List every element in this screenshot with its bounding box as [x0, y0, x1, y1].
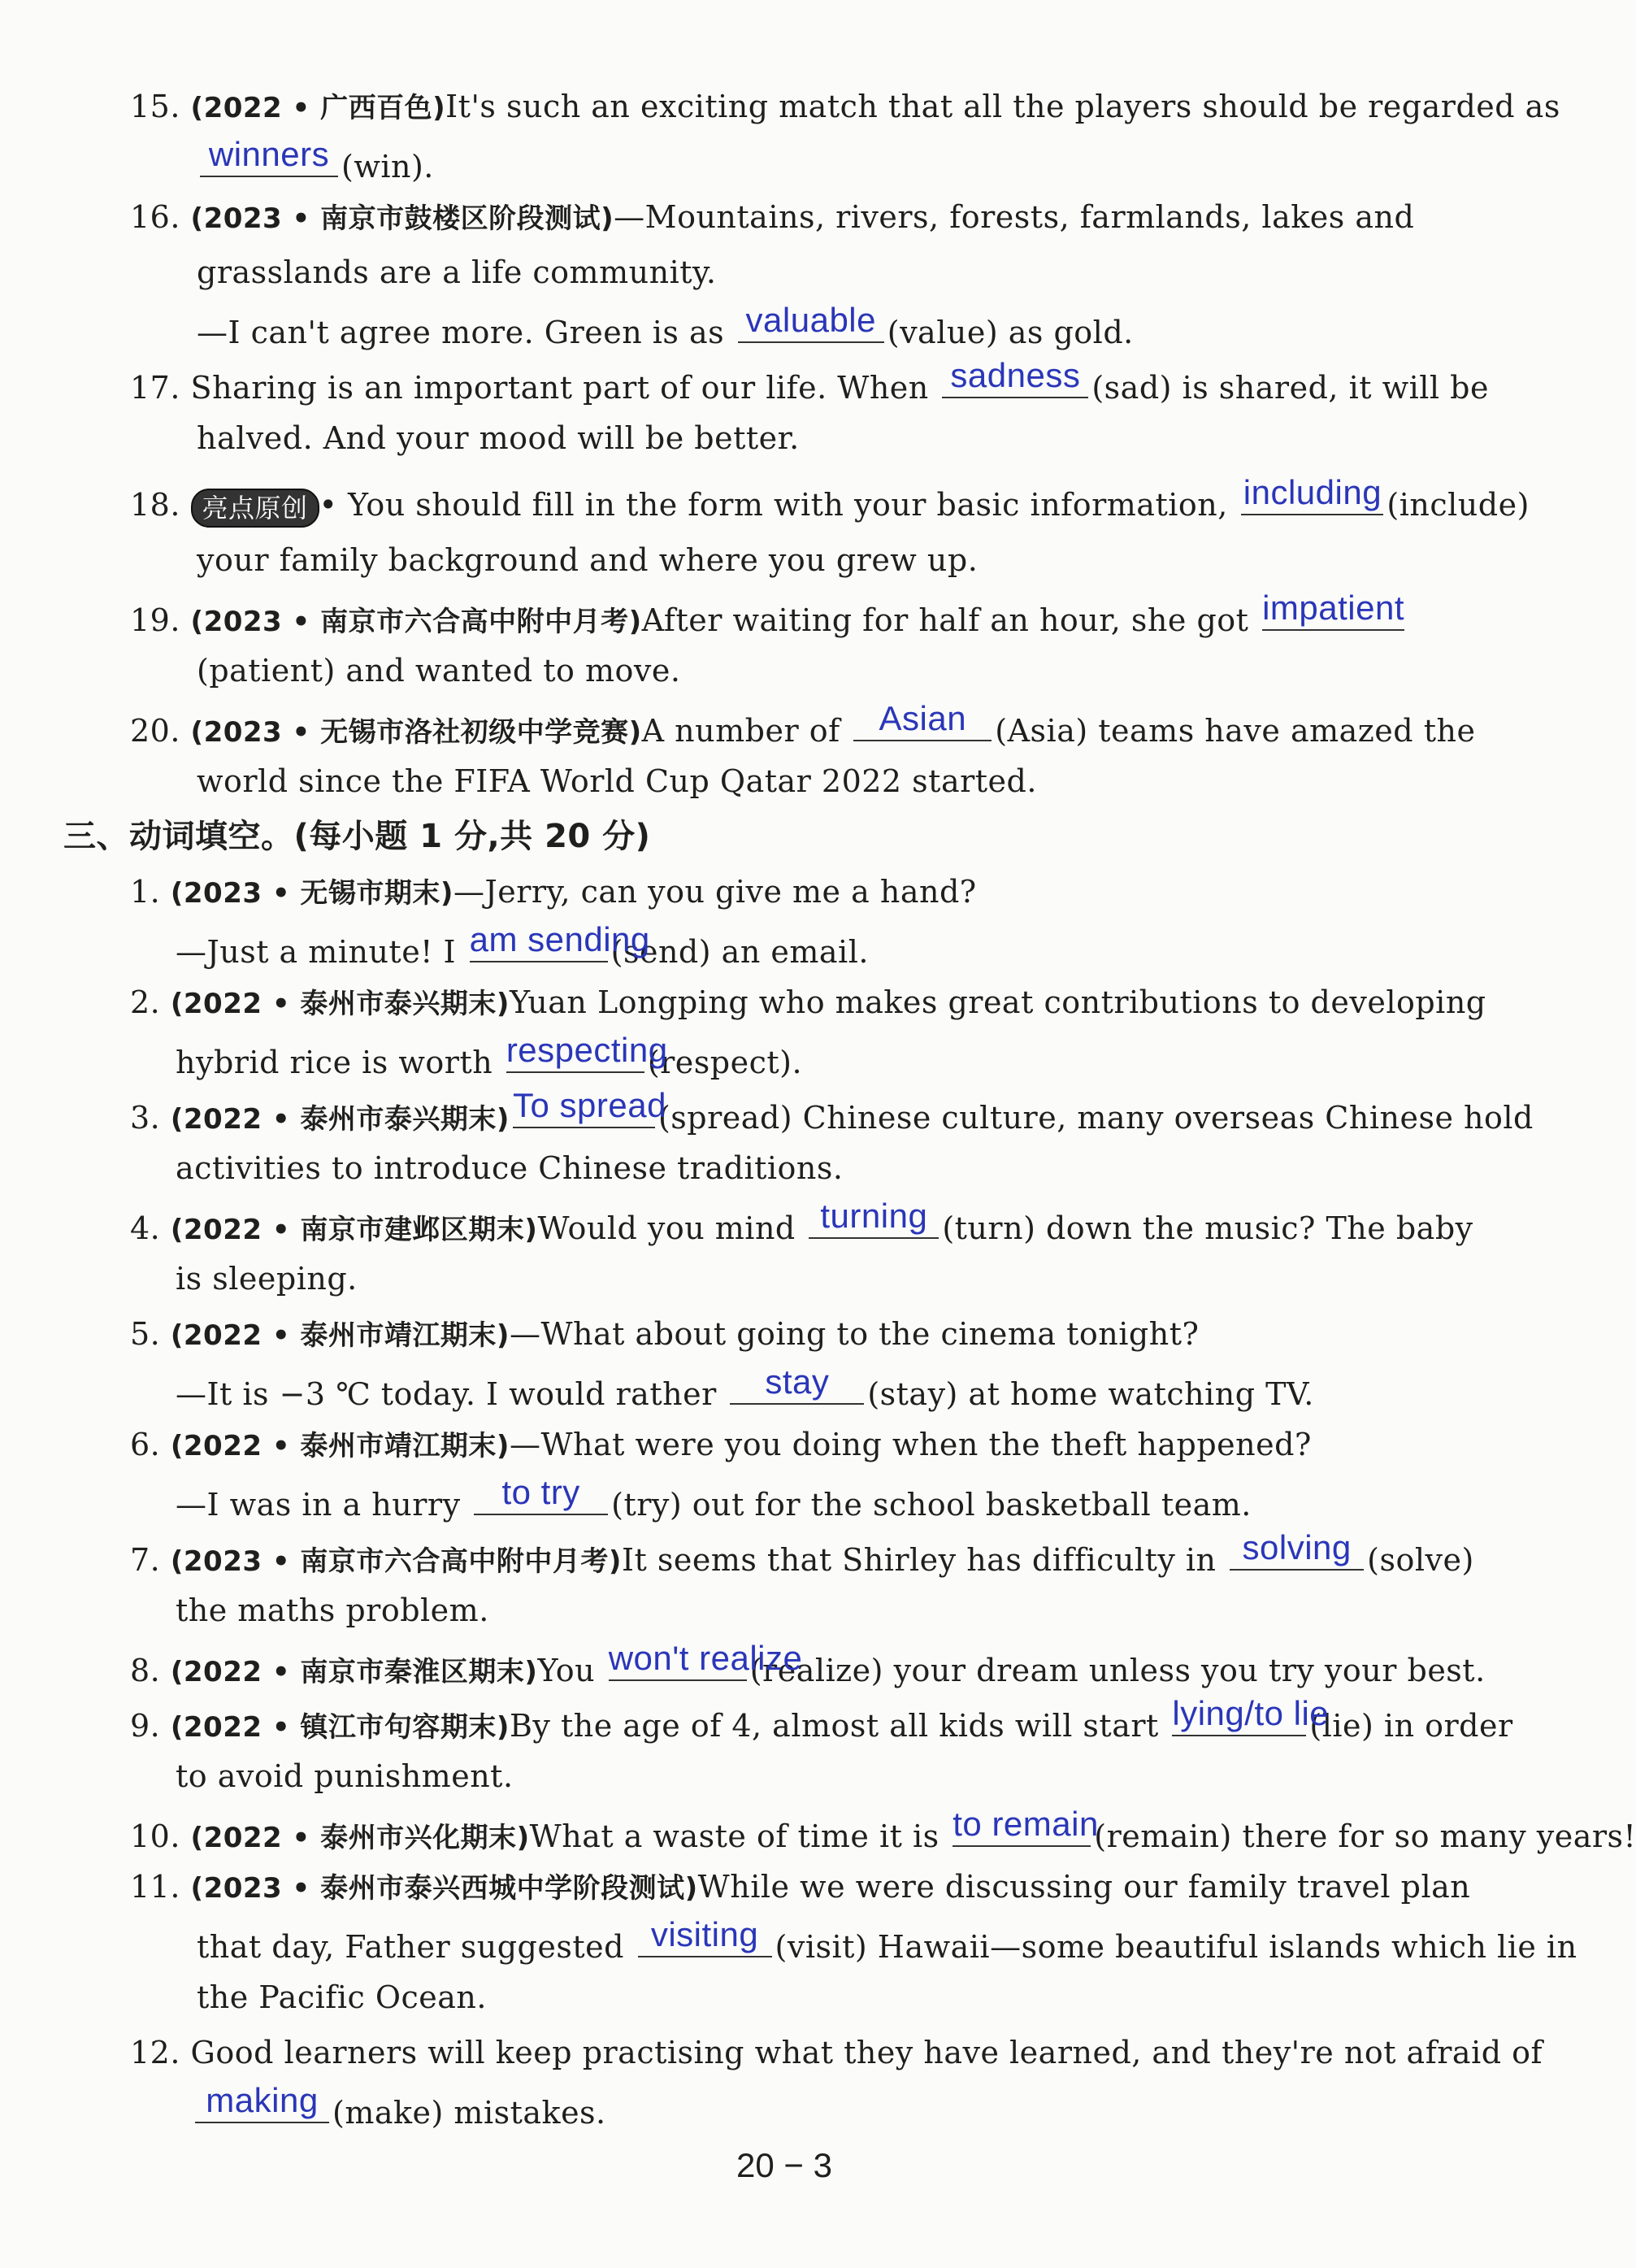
v10-number: 10.	[130, 1818, 180, 1854]
q16-line3	[197, 301, 1134, 351]
v11-number: 11.	[130, 1869, 180, 1905]
q20-text: A number of	[641, 713, 840, 749]
v6-answer: to try	[501, 1473, 580, 1511]
q18-line1	[130, 473, 1530, 528]
v3-answer: To spread	[512, 1086, 666, 1124]
v11-line3: the Pacific Ocean.	[197, 1979, 487, 2015]
v12-answer: making	[206, 2081, 319, 2119]
v3-hint: (spread) Chinese culture, many overseas Chinese hold	[657, 1100, 1534, 1136]
q15-hint: (win).	[341, 149, 434, 185]
q20-number: 20.	[130, 713, 180, 749]
v6-text2: —I was in a hurry	[176, 1487, 461, 1523]
q16-number: 16.	[130, 199, 180, 235]
q15-blank[interactable]	[200, 135, 338, 177]
q19-answer: impatient	[1262, 589, 1404, 627]
q18-line2: your family background and where you grew up.	[197, 542, 979, 578]
v11-source: (2023 • 泰州市泰兴西城中学阶段测试)	[190, 1872, 698, 1905]
v6-number: 6.	[130, 1427, 161, 1462]
v5-line1	[130, 1315, 1199, 1354]
v4-text: Would you mind	[537, 1210, 796, 1246]
v2-text2: hybrid rice is worth	[176, 1045, 493, 1080]
v5-number: 5.	[130, 1316, 161, 1352]
v2-text: Yuan Longping who makes great contributions to developing	[509, 984, 1486, 1020]
v4-number: 4.	[130, 1210, 161, 1246]
v7-blank[interactable]	[1230, 1528, 1364, 1571]
v5-text: —What about going to the cinema tonight?	[509, 1316, 1200, 1352]
q17-hint: (sad) is shared, it will be	[1091, 370, 1489, 406]
v6-blank[interactable]	[474, 1473, 608, 1515]
q20-hint: (Asia) teams have amazed the	[995, 713, 1476, 749]
q19-source: (2023 • 南京市六合高中附中月考)	[190, 606, 642, 638]
v12-blank[interactable]	[195, 2081, 329, 2123]
v6-text: —What were you doing when the theft happened?	[509, 1427, 1312, 1462]
v10-line1	[130, 1805, 1636, 1857]
q20-line1	[130, 699, 1476, 751]
v8-source: (2022 • 南京市秦淮区期末)	[170, 1656, 538, 1688]
q19-blank[interactable]	[1262, 589, 1404, 631]
v3-line1	[130, 1086, 1534, 1138]
v10-answer: to remain	[953, 1805, 1099, 1843]
v10-blank[interactable]	[953, 1805, 1099, 1847]
q18-original-badge: 亮点原创	[191, 489, 319, 528]
q17-blank[interactable]	[942, 356, 1088, 398]
q18-answer: including	[1243, 473, 1382, 511]
q17-line1	[130, 356, 1489, 406]
q18-hint: (include)	[1386, 487, 1530, 523]
v7-source: (2023 • 南京市六合高中附中月考)	[170, 1545, 622, 1578]
v7-hint: (solve)	[1367, 1542, 1474, 1578]
q17-line2: halved. And your mood will be better.	[197, 420, 800, 456]
v5-answer: stay	[765, 1362, 830, 1401]
v9-number: 9.	[130, 1708, 161, 1744]
v3-source: (2022 • 泰州市泰兴期末)	[170, 1103, 510, 1136]
v4-line1	[130, 1197, 1473, 1249]
v2-blank[interactable]	[506, 1031, 668, 1073]
v10-text: What a waste of time it is	[529, 1818, 940, 1854]
v9-source: (2022 • 镇江市句容期末)	[170, 1711, 510, 1744]
v8-hint: (realize) your dream unless you try your best.	[749, 1653, 1486, 1688]
q15-number: 15.	[130, 89, 180, 124]
v1-line2	[176, 920, 869, 971]
section-3-heading: 三、动词填空。(每小题 1 分,共 20 分)	[63, 818, 651, 855]
v1-text: —Jerry, can you give me a hand?	[453, 874, 977, 910]
q19-line1	[130, 589, 1408, 641]
page-number: 20 − 3	[736, 2146, 832, 2184]
v9-blank[interactable]	[1172, 1694, 1330, 1736]
v2-line1	[130, 984, 1486, 1023]
q17-number: 17.	[130, 370, 180, 406]
v11-line1	[130, 1868, 1470, 1907]
v2-line2	[176, 1031, 803, 1081]
q15-line1	[130, 88, 1560, 127]
v5-hint: (stay) at home watching TV.	[867, 1376, 1314, 1412]
v6-line1	[130, 1426, 1312, 1465]
q15-text: It's such an exciting match that all the players should be regarded as	[445, 89, 1560, 124]
q16-text3: —I can't agree more. Green is as	[197, 315, 725, 350]
v1-number: 1.	[130, 874, 161, 910]
v8-line1	[130, 1639, 1486, 1691]
v8-blank[interactable]	[608, 1639, 803, 1681]
v5-text2: —It is −3 ℃ today. I would rather	[176, 1376, 717, 1412]
v9-line2: to avoid punishment.	[176, 1758, 514, 1794]
v6-hint: (try) out for the school basketball team.	[611, 1487, 1252, 1523]
v10-hint: (remain) there for so many years!	[1094, 1818, 1636, 1854]
v9-answer: lying/to lie	[1172, 1694, 1330, 1732]
v1-hint: (send) an email.	[610, 934, 869, 970]
q19-number: 19.	[130, 602, 180, 638]
v7-text: It seems that Shirley has difficulty in	[621, 1542, 1217, 1578]
q16-source: (2023 • 南京市鼓楼区阶段测试)	[190, 202, 614, 235]
q15-line2	[197, 135, 434, 185]
v11-answer: visiting	[650, 1915, 759, 1953]
v12-line2	[192, 2081, 606, 2131]
q15-answer: winners	[208, 135, 330, 173]
v11-text2: that day, Father suggested	[197, 1929, 624, 1965]
q16-line2: grasslands are a life community.	[197, 254, 717, 290]
v2-hint: (respect).	[647, 1045, 803, 1080]
q16-blank[interactable]	[738, 301, 884, 343]
v8-text: You	[537, 1653, 596, 1688]
v12-line1	[130, 2034, 1543, 2071]
v6-source: (2022 • 泰州市靖江期末)	[170, 1430, 510, 1462]
v5-blank[interactable]	[730, 1362, 864, 1405]
q20-answer: Asian	[879, 699, 967, 737]
v5-line2	[176, 1362, 1314, 1413]
v2-answer: respecting	[506, 1031, 668, 1069]
q16-hint: (value) as gold.	[887, 315, 1134, 350]
v8-answer: won't realize	[608, 1639, 803, 1677]
q19-text: After waiting for half an hour, she got	[641, 602, 1249, 638]
q17-text: Sharing is an important part of our life. When	[190, 370, 929, 406]
v11-text: While we were discussing our family travel plan	[697, 1869, 1471, 1905]
v7-number: 7.	[130, 1542, 161, 1578]
v4-line2: is sleeping.	[176, 1261, 358, 1297]
v12-number: 12.	[130, 2035, 180, 2070]
v11-hint: (visit) Hawaii—some beautiful islands which lie in	[775, 1929, 1577, 1965]
v11-blank[interactable]	[638, 1915, 772, 1957]
v1-source: (2023 • 无锡市期末)	[170, 877, 453, 910]
q16-answer: valuable	[745, 301, 876, 339]
v8-number: 8.	[130, 1653, 161, 1688]
v9-text: By the age of 4, almost all kids will start	[509, 1708, 1159, 1744]
v2-number: 2.	[130, 984, 161, 1020]
q19-line2: (patient) and wanted to move.	[197, 653, 681, 689]
v7-line1	[130, 1528, 1474, 1580]
v9-hint: (lie) in order	[1309, 1708, 1513, 1744]
v1-line1	[130, 873, 977, 912]
q15-source: (2022 • 广西百色)	[190, 92, 446, 124]
v12-text: Good learners will keep practising what they have learned, and they're not afraid of	[190, 2035, 1543, 2070]
v1-answer: am sending	[469, 920, 650, 958]
v4-answer: turning	[820, 1197, 928, 1235]
q18-number: 18.	[130, 487, 180, 523]
v3-blank[interactable]	[512, 1086, 666, 1128]
v7-answer: solving	[1242, 1528, 1352, 1566]
q18-blank[interactable]	[1241, 473, 1383, 515]
v7-line2: the maths problem.	[176, 1592, 489, 1628]
v4-blank[interactable]	[809, 1197, 939, 1239]
v10-source: (2022 • 泰州市兴化期末)	[190, 1822, 530, 1854]
v1-text2: —Just a minute! I	[176, 934, 457, 970]
q20-line2: world since the FIFA World Cup Qatar 2022 started.	[197, 763, 1037, 799]
v1-blank[interactable]	[469, 920, 650, 962]
q16-line1	[130, 198, 1414, 237]
q18-text: • You should fill in the form with your basic information,	[319, 487, 1228, 523]
v4-hint: (turn) down the music? The baby	[942, 1210, 1473, 1246]
v9-line1	[130, 1694, 1513, 1746]
v3-line2: activities to introduce Chinese traditions.	[176, 1150, 844, 1186]
v3-number: 3.	[130, 1100, 161, 1136]
v11-line2	[197, 1915, 1577, 1966]
v4-source: (2022 • 南京市建邺区期末)	[170, 1214, 538, 1246]
q20-blank[interactable]	[853, 699, 992, 741]
q17-answer: sadness	[950, 356, 1081, 394]
v6-line2	[176, 1473, 1252, 1523]
q16-text: —Mountains, rivers, forests, farmlands, lakes and	[614, 199, 1415, 235]
v2-source: (2022 • 泰州市泰兴期末)	[170, 988, 510, 1020]
v5-source: (2022 • 泰州市靖江期末)	[170, 1319, 510, 1352]
q20-source: (2023 • 无锡市洛社初级中学竞赛)	[190, 716, 642, 749]
v12-hint: (make) mistakes.	[332, 2095, 606, 2131]
